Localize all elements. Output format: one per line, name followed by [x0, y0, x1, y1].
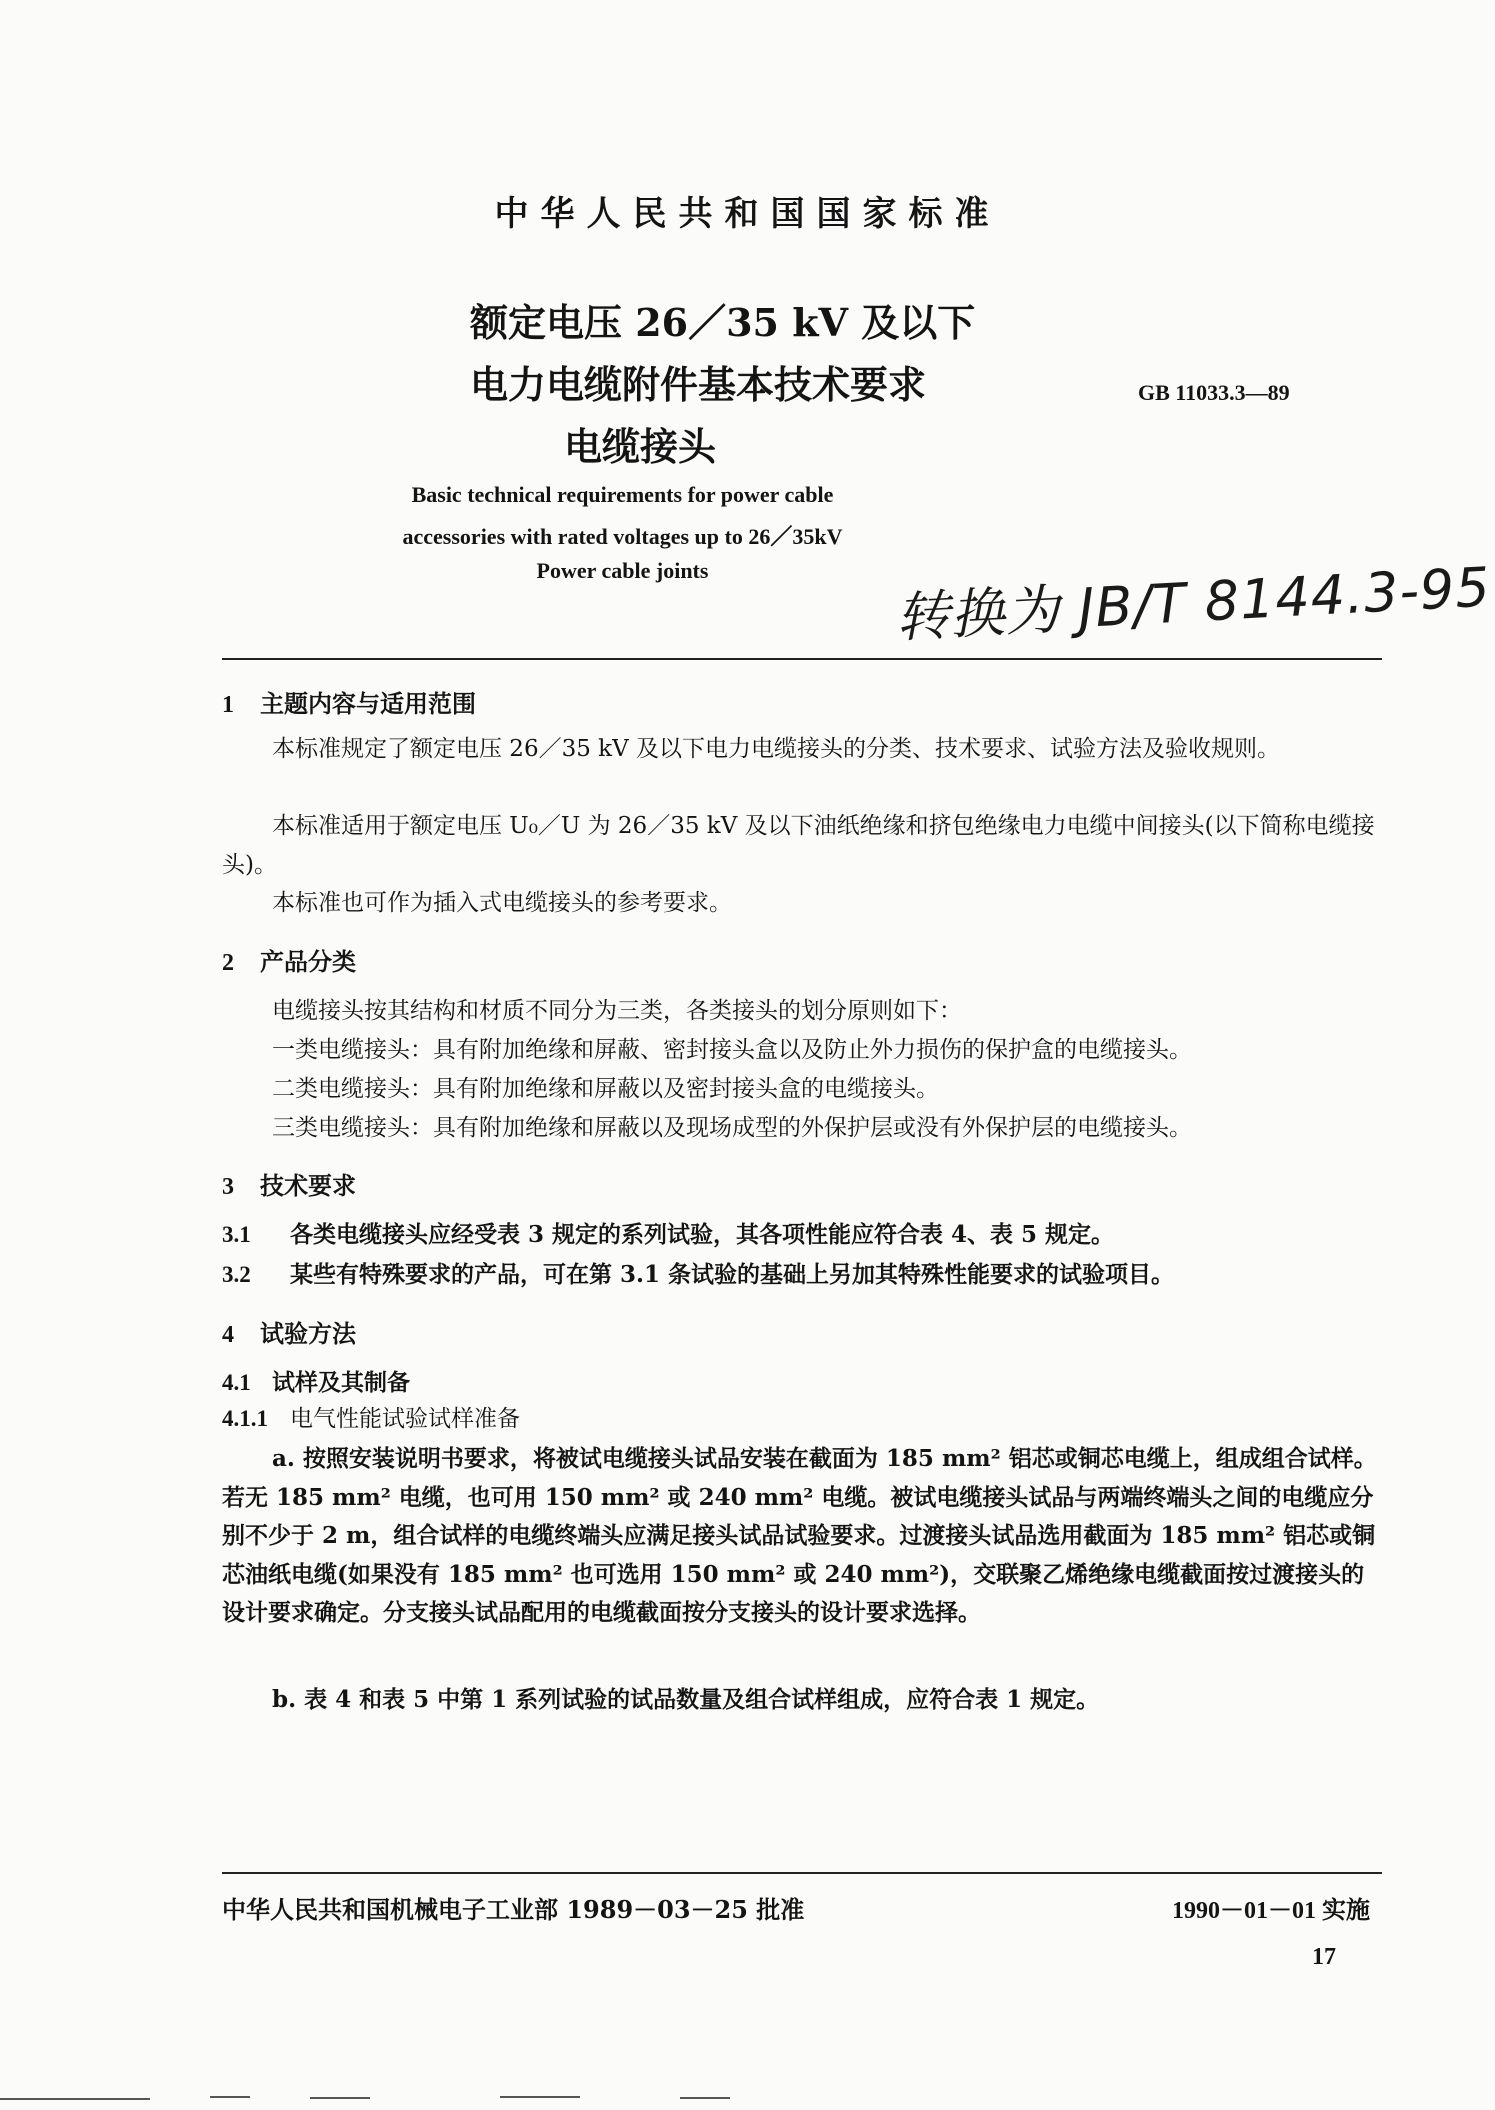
- implementation-date: 1990－01－01 实施: [1172, 1898, 1370, 1924]
- scan-artifact: [0, 2098, 150, 2100]
- scan-artifact: [500, 2096, 580, 2098]
- section-title: 试验方法: [260, 1319, 356, 1348]
- scan-artifact: [210, 2096, 250, 2098]
- handwritten-annotation: 转换为 JB/T 8144.3-95: [893, 555, 1493, 650]
- approval-line: 中华人民共和国机械电子工业部 1989－03－25 批准: [222, 1895, 805, 1924]
- title-en-line3: Power cable joints: [536, 558, 709, 583]
- clause-number: 3.2: [222, 1262, 251, 1287]
- clause-number: 3.1: [222, 1222, 251, 1247]
- clause-title: 电气性能试验试样准备: [290, 1406, 520, 1432]
- title-cn-line2: 电力电缆附件基本技术要求: [470, 362, 927, 407]
- footer-divider: [222, 1872, 1382, 1874]
- clause-number: 4.1.1: [222, 1406, 268, 1431]
- section-1-heading: [222, 684, 476, 719]
- item-b-paragraph: b. 表 4 和表 5 中第 1 系列试验的试品数量及组合试样组成，应符合表 1 规定。: [272, 1686, 1100, 1713]
- section-1-para-2: 本标准适用于额定电压 U₀／U 为 26／35 kV 及以下油纸绝缘和挤包绝缘电力电缆中间接头(以下简称电缆接头)。: [222, 813, 1375, 878]
- section-number: 3: [222, 1174, 234, 1200]
- section-2-intro: 电缆接头按其结构和材质不同分为三类，各类接头的划分原则如下：: [272, 998, 962, 1024]
- header-divider: [222, 658, 1382, 660]
- section-number: 4: [222, 1322, 234, 1348]
- section-title: 产品分类: [260, 947, 356, 976]
- title-cn-line1: 额定电压 26／35 kV 及以下: [470, 300, 976, 345]
- item-a-paragraph: a. 按照安装说明书要求，将被试电缆接头试品安装在截面为 185 mm² 铝芯或铜芯电缆上，组成组合试样。若无 185 mm² 电缆，也可用 150 mm² 或 240 mm² 电缆。被试电缆接头试品与两端终端头之间的电缆应分别不少于 2 m，组合试样的电缆终端头应满足接头试品试验要求。过渡接头试品选用截面为 185 mm² 铝芯或铜芯油纸电缆(如果没有 185 mm² 也可选用 150 mm² 或 240 mm²)，交联聚乙烯绝缘电缆截面按过渡接头的设计要求确定。分支接头试品配用的电缆截面按分支接头的设计要求选择。: [222, 1445, 1377, 1626]
- class-1-definition: 一类电缆接头：具有附加绝缘和屏蔽、密封接头盒以及防止外力损伤的保护盒的电缆接头。: [272, 1037, 1192, 1063]
- section-3-heading: [222, 1166, 356, 1201]
- title-cn-line3: 电缆接头: [563, 424, 716, 469]
- class-3-definition: 三类电缆接头：具有附加绝缘和屏蔽以及现场成型的外保护层或没有外保护层的电缆接头。: [272, 1115, 1192, 1141]
- clause-3-2: [222, 1256, 1174, 1289]
- section-1-para-1: 本标准规定了额定电压 26／35 kV 及以下电力电缆接头的分类、技术要求、试验方法及验收规则。: [272, 736, 1281, 762]
- title-en-line1: Basic technical requirements for power cable: [411, 482, 834, 507]
- title-en-line2: accessories with rated voltages up to 26／35kV: [402, 524, 843, 549]
- section-number: 1: [222, 692, 234, 718]
- scan-artifact: [680, 2097, 730, 2099]
- clause-4-1-heading: [222, 1364, 410, 1397]
- section-4-heading: [222, 1314, 356, 1349]
- page-number: 17: [1312, 1944, 1336, 1970]
- section-2-heading: [222, 942, 356, 977]
- clause-text: 各类电缆接头应经受表 3 规定的系列试验，其各项性能应符合表 4、表 5 规定。: [290, 1221, 1115, 1248]
- section-1-para-3: 本标准也可作为插入式电缆接头的参考要求。: [272, 890, 732, 916]
- clause-text: 某些有特殊要求的产品，可在第 3.1 条试验的基础上另加其特殊性能要求的试验项目。: [290, 1261, 1175, 1288]
- section-title: 主题内容与适用范围: [260, 689, 476, 718]
- scan-artifact: [310, 2097, 370, 2099]
- section-number: 2: [222, 950, 234, 976]
- clause-4-1-1-heading: [222, 1400, 520, 1433]
- clause-title: 试样及其制备: [272, 1369, 410, 1396]
- class-2-definition: 二类电缆接头：具有附加绝缘和屏蔽以及密封接头盒的电缆接头。: [272, 1076, 939, 1102]
- clause-3-1: [222, 1216, 1114, 1249]
- standard-number: GB 11033.3—89: [1138, 380, 1290, 405]
- clause-number: 4.1: [222, 1370, 251, 1395]
- section-title: 技术要求: [260, 1171, 356, 1200]
- national-standard-heading: 中华人民共和国国家标准: [494, 194, 1001, 234]
